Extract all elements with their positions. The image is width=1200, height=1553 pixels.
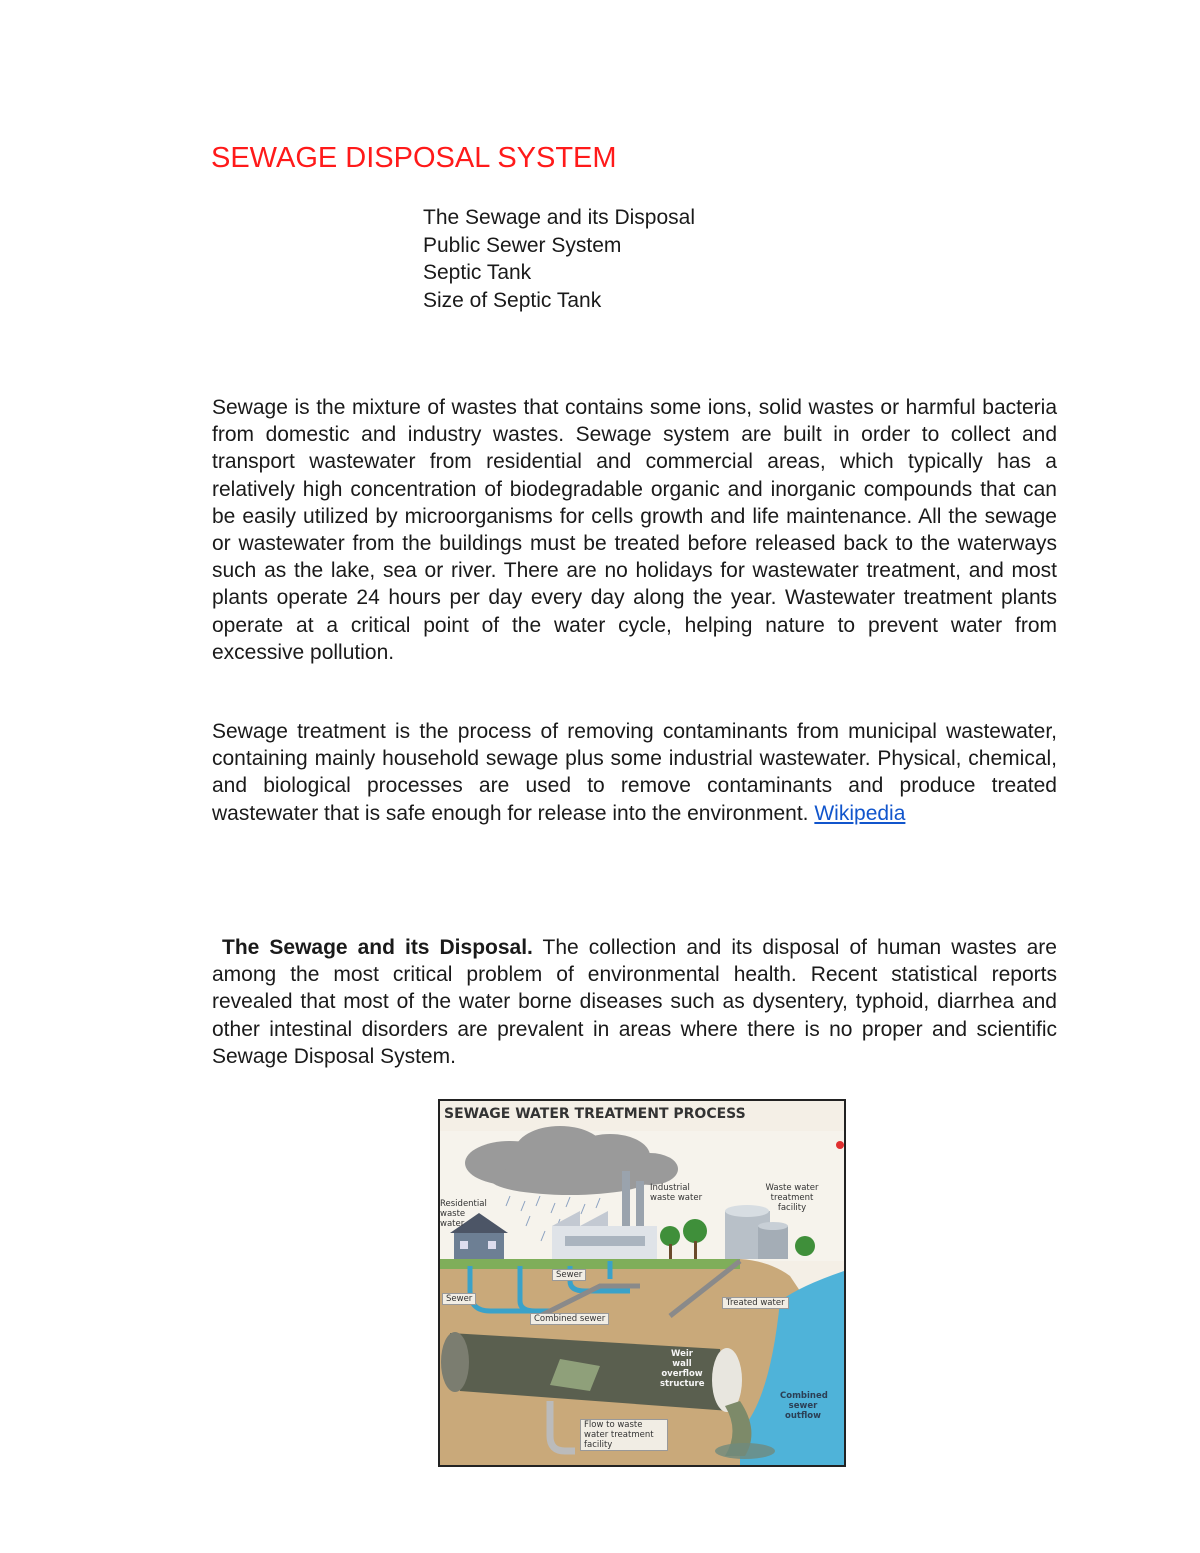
paragraph-sewage-definition: Sewage is the mixture of wastes that contains some ions, solid wastes or harmful bacteria from domestic and industry wastes. Sewage system are built in order to collect and transport wastewater from residential and commercial areas, which typically has a relatively high concentration of biodegradable organic and inorganic compounds that can be easily utilized by microorganisms for cells growth and life maintenance. All the sewage or wastewater from the buildings must be treated before released back to the waterways such as the lake, sea or river. There are no holidays for wastewater treatment, and most plants operate 24 hours per day every day along the year. Wastewater treatment plants operate at a critical point of the water cycle, helping nature to prevent water from excessive pollution. [212,396,1057,664]
label-combined-sewer: Combined sewer [530,1313,609,1325]
figure-title: SEWAGE WATER TREATMENT PROCESS [444,1106,746,1122]
label-flow: Flow to waste water treatment facility [580,1419,668,1451]
label-outflow: Combined sewer outflow [780,1391,828,1421]
paragraph-text: The collection and its disposal of human wastes are among the most critical problem of environmental health. Recent statistical reports revealed that most of the water borne diseases such as dysentery, typhoid, diarrhea and other intestinal disorders are prevalent in areas where there is no proper and scientific Sewage Disposal System. [212,936,1057,1068]
paragraph-sewage-disposal [212,934,1057,1070]
label-weir: Weir wall overflow structure [660,1349,705,1389]
label-residential: Residential waste water [440,1199,487,1229]
sewage-treatment-figure [438,1099,846,1467]
label-facility: Waste water treatment facility [765,1183,819,1213]
label-sewer-left: Sewer [442,1293,476,1305]
toc-item: The Sewage and its Disposal [423,206,695,229]
label-sewer-mid: Sewer [552,1269,586,1281]
label-industrial: Industrial waste water [650,1183,703,1203]
paragraph-text: Sewage treatment is the process of removing contaminants from municipal wastewater, containing mainly household sewage plus some industrial wastewater. Physical, chemical, and biological processes are used to remove contaminants and produce treated wastewater that is safe enough for release into the environment. [212,720,1057,825]
section-heading: The Sewage and its Disposal. [222,936,533,959]
toc-item: Size of Septic Tank [423,288,602,312]
document-title: SEWAGE DISPOSAL SYSTEM [211,142,617,174]
wikipedia-link[interactable]: Wikipedia [814,801,906,825]
paragraph-sewage-treatment [212,718,1057,827]
toc-item: Public Sewer System [423,233,622,257]
toc-item: Septic Tank [423,261,532,284]
table-of-contents [423,204,695,314]
label-treated-water: Treated water [722,1297,789,1309]
